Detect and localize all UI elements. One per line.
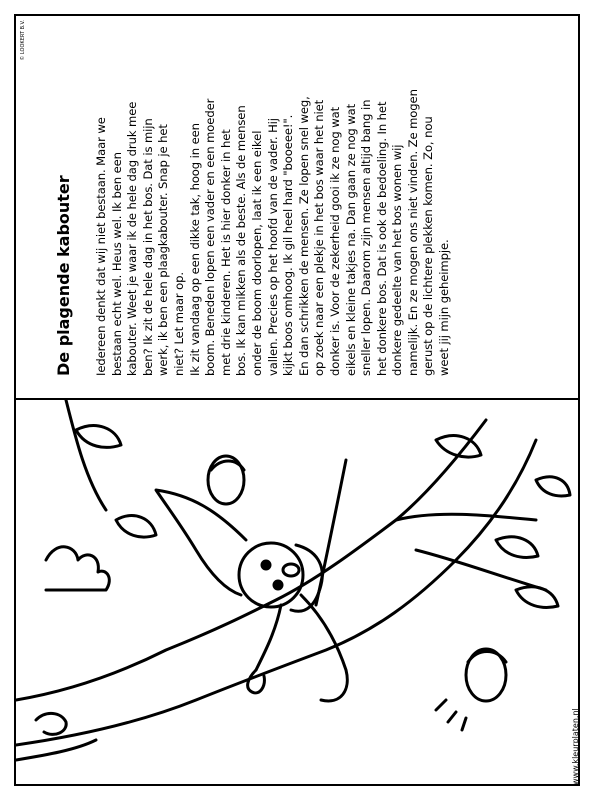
oak-leaf	[116, 516, 156, 537]
gnome-arm	[256, 605, 281, 670]
tree-knot	[36, 713, 66, 734]
illustration-panel	[16, 400, 578, 784]
gnome-eye	[274, 581, 282, 589]
story-panel-rotated	[16, 16, 578, 398]
story-panel	[16, 16, 578, 398]
story-body: Iedereen denkt dat wij niet bestaan. Maar we bestaan echt wel. Heus wel. Ik ben een kabouter. Weet je waar ik de hele dag druk mee ben? Ik zit de hele dag in het bos. Dat is mijn werk, ik ben een plaagkabouter. Snap je het niet? Let maar op. Ik zit vandaag op een dikke tak, hoog in een boom. Beneden lopen een vader en een moeder met drie kinderen. Het is hier donker in het bos. Ik kan mikken als de beste. Als de mensen onder de boom doorlopen, laat ik een eikel vallen. Precies op het hoofd van de vader. Hij kijkt boos omhoog. Ik gil heel hard "booeee!". En dan schrikken de mensen. Ze lopen snel weg, op zoek naar een plekje in het bos waar het niet donker is. Voor de zekerheid gooi ik ze nog wat eikels en kleine takjes na. Dan gaan ze nog wat sneller lopen. Daarom zijn mensen altijd bang in het donkere bos. Dat is ook de bedoeling. In het donkere gedeelte van het bos wonen wij namelijk. En ze mogen ons niet vinden. Ze mogen gerust op de lichtere plekken komen. Zo, nou weet jij mijn geheimpje.	[94, 89, 452, 376]
tree-branch	[66, 400, 106, 510]
copyright-text: © LOOKERT B.V.	[20, 20, 26, 61]
gnome-in-tree-drawing	[16, 400, 578, 784]
oak-leaf	[516, 587, 558, 608]
story-title: De plagende kabouter	[54, 175, 73, 376]
gnome-eye	[262, 561, 270, 569]
gnome-nose	[283, 564, 299, 576]
oak-leaf	[76, 426, 121, 448]
oak-leaf	[496, 537, 538, 558]
gnome-body	[301, 595, 347, 701]
motion-lines	[436, 700, 466, 730]
oak-leaf	[536, 477, 570, 496]
site-url: www.kleurplaten.nl	[571, 708, 580, 785]
tree-trunk	[16, 420, 486, 700]
tree-branch	[396, 514, 536, 520]
bush	[46, 547, 109, 590]
gnome-hat	[156, 490, 246, 595]
